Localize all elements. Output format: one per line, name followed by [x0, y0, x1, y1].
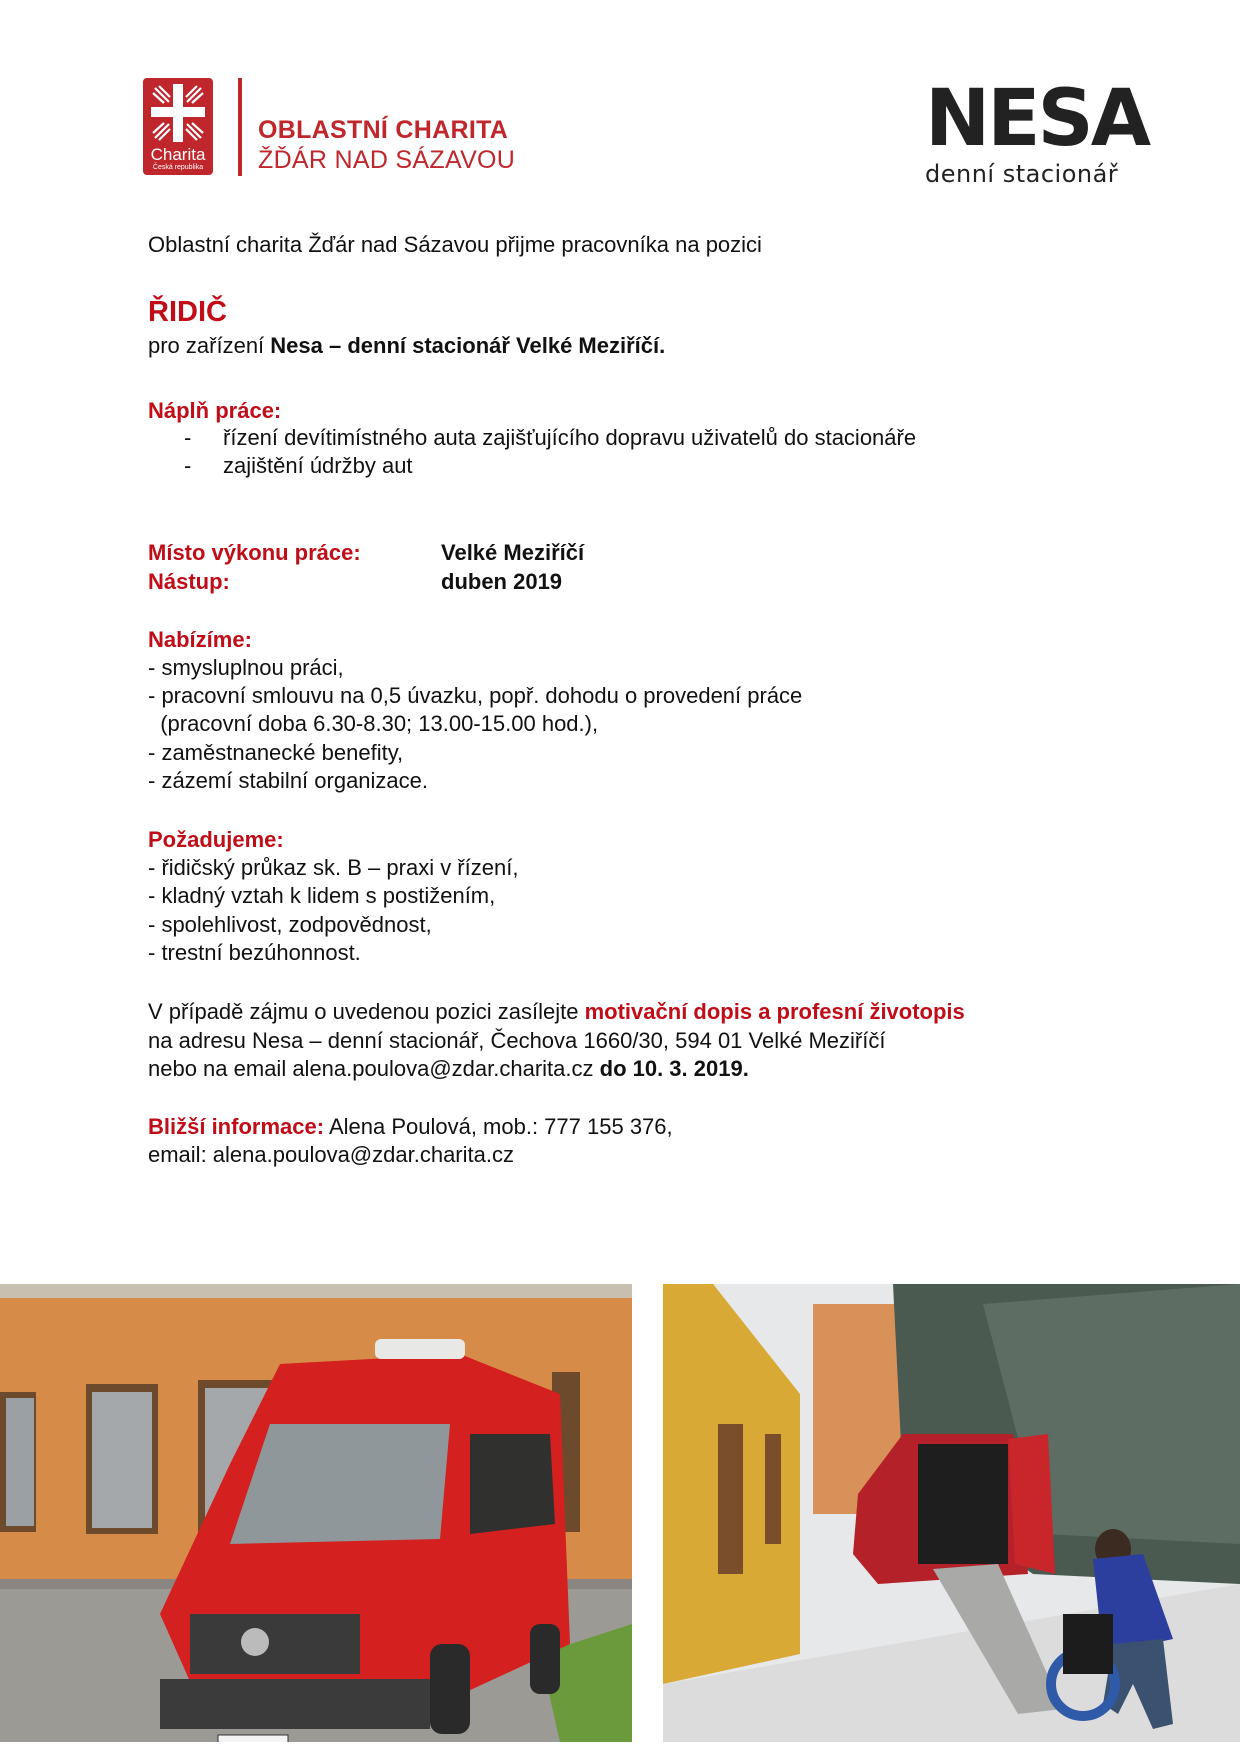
- org-name-line2: ŽĎÁR NAD SÁZAVOU: [258, 146, 516, 174]
- van-photo-illustration: [0, 1284, 632, 1742]
- charita-logo-sublabel: Česká republika: [152, 164, 204, 171]
- application-address: na adresu Nesa – denní stacionář, Čechova 1660/30, 594 01 Velké Meziříčí: [148, 1028, 886, 1053]
- nesa-logo-subtitle: denní stacionář: [925, 160, 1119, 188]
- requirement-line: - kladný vztah k lidem s postižením,: [148, 883, 496, 908]
- org-name-line1: OBLASTNÍ CHARITA: [258, 116, 509, 144]
- detail-value-start: duben 2019: [441, 569, 563, 594]
- requirement-line: - spolehlivost, zodpovědnost,: [148, 912, 432, 937]
- application-documents: motivační dopis a profesní životopis: [584, 999, 965, 1024]
- logo-divider: [238, 78, 242, 176]
- detail-value-location: Velké Meziříčí: [441, 540, 585, 565]
- bullet-dash: -: [184, 425, 192, 450]
- position-facility: [148, 332, 665, 360]
- winter-photo-illustration: [663, 1284, 1240, 1742]
- contact-email: email: alena.poulova@zdar.charita.cz: [148, 1142, 514, 1167]
- contact-label: Bližší informace:: [148, 1114, 325, 1139]
- application-deadline: do 10. 3. 2019.: [599, 1056, 749, 1081]
- offer-heading: Nabízíme:: [148, 627, 252, 652]
- nesa-logo: [925, 74, 1149, 188]
- offer-line: - smysluplnou práci,: [148, 655, 344, 680]
- offer-line: - zaměstnanecké benefity,: [148, 740, 404, 765]
- charita-logo: [143, 78, 213, 175]
- detail-label-start: Nástup:: [148, 569, 230, 594]
- detail-label-location: Místo výkonu práce:: [148, 540, 361, 565]
- job-content-heading: Náplň práce:: [148, 398, 282, 423]
- charita-logo-label: Charita: [150, 145, 206, 164]
- requirements-heading: Požadujeme:: [148, 827, 284, 852]
- photo-wheelchair-loading: [663, 1284, 1240, 1742]
- list-item: - zajištění údržby aut: [184, 453, 413, 478]
- facility-prefix: pro zařízení: [148, 333, 271, 358]
- requirement-line: - trestní bezúhonnost.: [148, 940, 361, 965]
- position-title: ŘIDIČ: [148, 296, 227, 328]
- contact-line: Bližší informace: Alena Poulová, mob.: 777 155 376,: [148, 1114, 673, 1139]
- charita-org-name: [258, 115, 515, 175]
- application-line3: nebo na email alena.poulova@zdar.charita.cz do 10. 3. 2019.: [148, 1056, 749, 1081]
- bullet-dash: -: [184, 453, 192, 478]
- offer-line: - pracovní smlouvu na 0,5 úvazku, popř. dohodu o provedení práce: [148, 683, 803, 708]
- requirement-line: - řidičský průkaz sk. B – praxi v řízení,: [148, 855, 519, 880]
- application-line1: V případě zájmu o uvedenou pozici zasílejte motivační dopis a profesní životopis: [148, 999, 965, 1024]
- list-item: - řízení devítimístného auta zajišťujícího dopravu uživatelů do stacionáře: [184, 425, 917, 450]
- intro-text: Oblastní charita Žďár nad Sázavou přijme pracovníka na pozici: [148, 232, 762, 257]
- offer-line: (pracovní doba 6.30-8.30; 13.00-15.00 hod.),: [148, 711, 599, 736]
- nesa-logo-letters: NESA: [925, 74, 1149, 164]
- job-content-list: [148, 424, 1048, 480]
- charita-cross-icon: [149, 82, 207, 144]
- facility-name: Nesa – denní stacionář Velké Meziříčí.: [270, 333, 666, 358]
- offer-line: - zázemí stabilní organizace.: [148, 768, 429, 793]
- photo-red-van: [0, 1284, 632, 1742]
